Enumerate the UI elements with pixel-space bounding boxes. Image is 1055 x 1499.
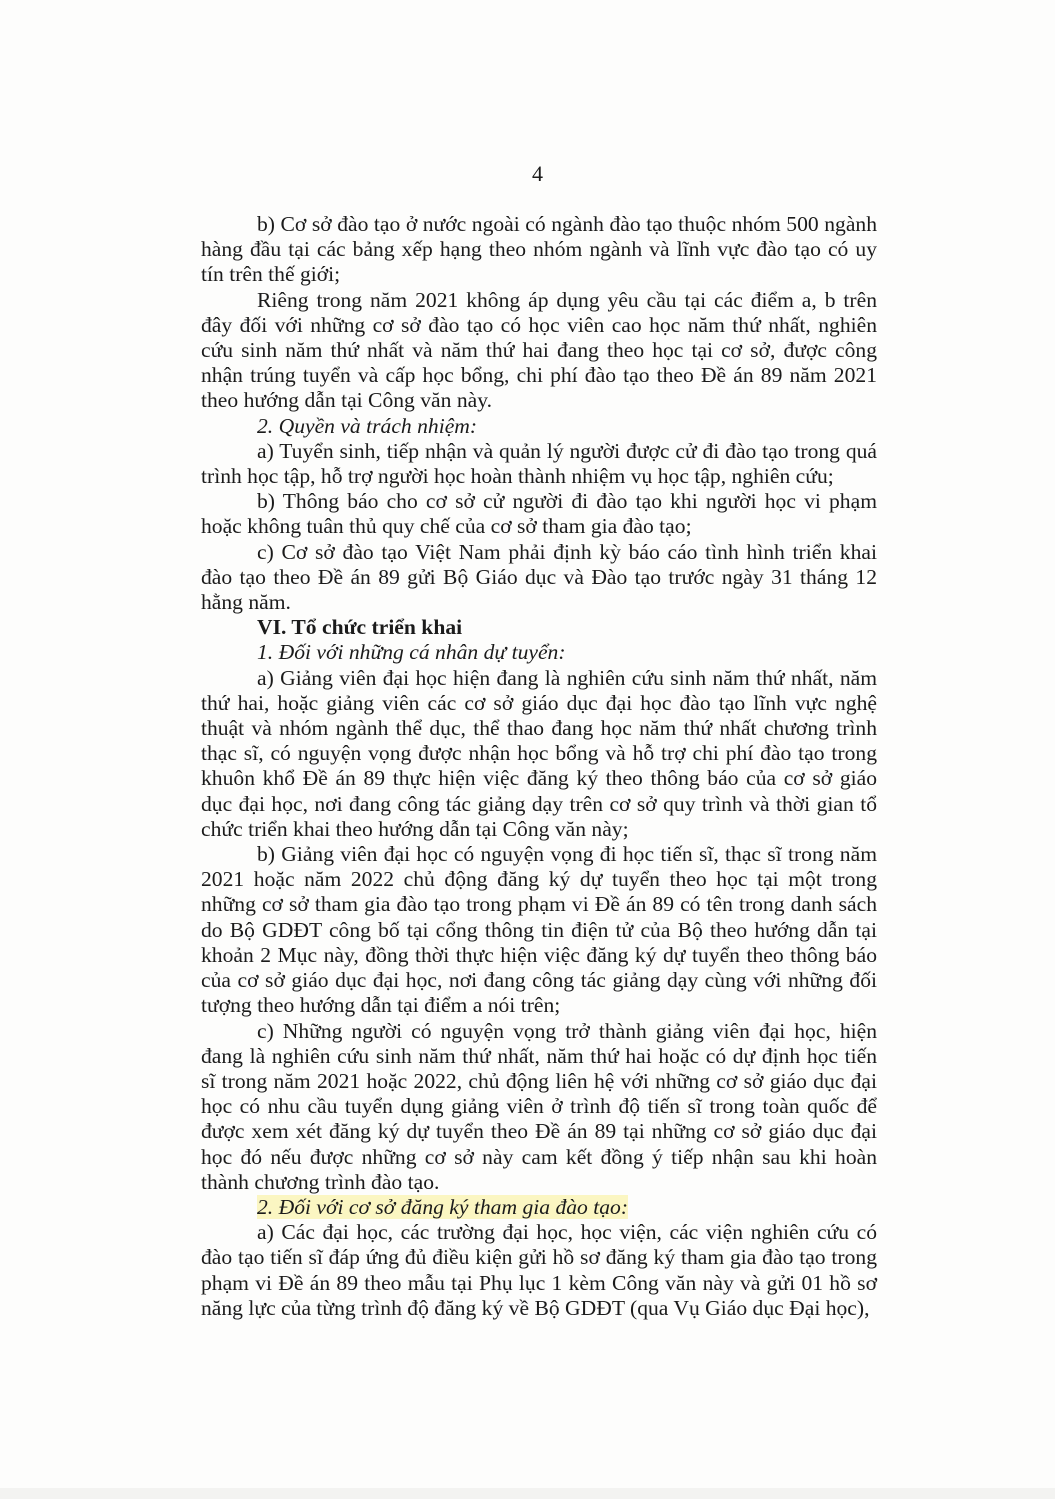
- subheading-training-institutions: [201, 1195, 877, 1220]
- paragraph-institutions-a: a) Các đại học, các trường đại học, học viện, các viện nghiên cứu có đào tạo tiến sĩ đáp ứng đủ điều kiện gửi hồ sơ đăng ký tham gia đào tạo trong phạm vi Đề án 89 theo mẫu tại Phụ lục 1 kèm Công văn này và gửi 01 hồ sơ năng lực của từng trình độ đăng ký về Bộ GDĐT (qua Vụ Giáo dục Đại học),: [201, 1220, 877, 1320]
- paragraph-applicants-b: b) Giảng viên đại học có nguyện vọng đi học tiến sĩ, thạc sĩ trong năm 2021 hoặc năm 2022 chủ động đăng ký dự tuyển theo học tại một trong những cơ sở tham gia đào tạo trong phạm vi Đề án 89 có tên trong danh sách do Bộ GDĐT công bố tại cổng thông tin điện tử của Bộ theo hướng dẫn tại khoản 2 Mục này, đồng thời thực hiện việc đăng ký dự tuyển theo thông báo của cơ sở giáo dục đại học, nơi đang công tác giảng dạy cùng với những đối tượng theo hướng dẫn tại điểm a nói trên;: [201, 842, 877, 1018]
- paragraph-rights-c: c) Cơ sở đào tạo Việt Nam phải định kỳ báo cáo tình hình triển khai đào tạo theo Đề án 89 gửi Bộ Giáo dục và Đào tạo trước ngày 31 tháng 12 hằng năm.: [201, 539, 877, 615]
- section-heading-vi: VI. Tổ chức triển khai: [257, 615, 463, 640]
- paragraph-applicants-c: c) Những người có nguyện vọng trở thành giảng viên đại học, hiện đang là nghiên cứu sinh năm thứ nhất, năm thứ hai hoặc có dự định học tiến sĩ trong năm 2021 hoặc 2022, chủ động liên hệ với những cơ sở giáo dục đại học có nhu cầu tuyển dụng giảng viên ở trình độ tiến sĩ trong toàn quốc để được xem xét đăng ký dự tuyển theo Đề án 89 tại những cơ sở giáo dục đại học đó nếu được những cơ sở này cam kết đồng ý tiếp nhận sau khi hoàn thành chương trình đào tạo.: [201, 1018, 877, 1194]
- paragraph-rights-b: b) Thông báo cho cơ sở cử người đi đào tạo khi người học vi phạm hoặc không tuân thủ quy chế của cơ sở tham gia đào tạo;: [201, 489, 877, 539]
- document-body: [201, 212, 877, 1321]
- paragraph-b-foreign-institutions: b) Cơ sở đào tạo ở nước ngoài có ngành đào tạo thuộc nhóm 500 ngành hàng đầu tại các bảng xếp hạng theo nhóm ngành và lĩnh vực đào tạo có uy tín trên thế giới;: [201, 212, 877, 287]
- scan-bottom-edge: [0, 1488, 1055, 1499]
- paragraph-applicants-a: a) Giảng viên đại học hiện đang là nghiên cứu sinh năm thứ nhất, năm thứ hai, hoặc giảng viên các cơ sở giáo dục đại học đào tạo lĩnh vực nghệ thuật và nhóm ngành thể dục, thể thao đang học năm thứ nhất chương trình thạc sĩ, có nguyện vọng được nhận học bổng và hỗ trợ chi phí đào tạo trong khuôn khổ Đề án 89 thực hiện việc đăng ký theo thông báo của cơ sở giáo dục đại học, nơi đang công tác giảng dạy trên cơ sở quy trình và thời gian tổ chức triển khai theo hướng dẫn tại Công văn này;: [201, 665, 877, 841]
- subheading-rights-and-duties: 2. Quyền và trách nhiệm:: [257, 413, 478, 438]
- paragraph-exception-2021: Riêng trong năm 2021 không áp dụng yêu cầu tại các điểm a, b trên đây đối với những cơ sở đào tạo có học viên cao học năm thứ nhất, nghiên cứu sinh năm thứ nhất và năm thứ hai đang theo học tại cơ sở, được công nhận trúng tuyển và cấp học bổng, chi phí đào tạo theo Đề án 89 năm 2021 theo hướng dẫn tại Công văn này.: [201, 287, 877, 413]
- subheading-individual-applicants: 1. Đối với những cá nhân dự tuyển:: [257, 640, 566, 665]
- paragraph-rights-a: a) Tuyển sinh, tiếp nhận và quản lý người được cử đi đào tạo trong quá trình học tập, hỗ trợ người học hoàn thành nhiệm vụ học tập, nghiên cứu;: [201, 438, 877, 489]
- highlighted-text: 2. Đối với cơ sở đăng ký tham gia đào tạo:: [257, 1194, 629, 1219]
- page-number: 4: [532, 161, 543, 186]
